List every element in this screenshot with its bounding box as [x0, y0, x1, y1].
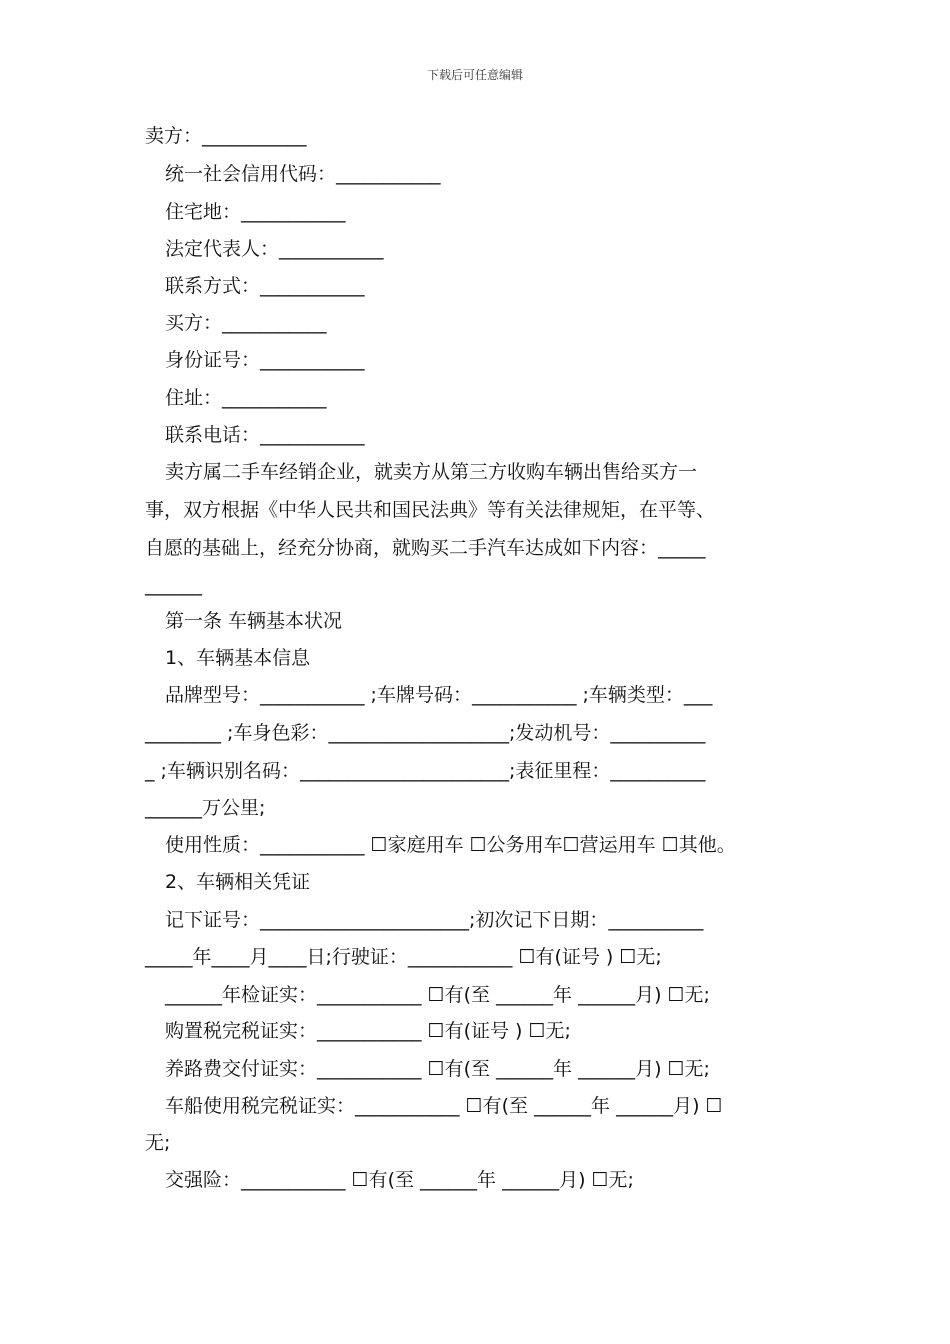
- intro-paragraph-line-4: ______: [145, 574, 202, 596]
- seller-line: 卖方：___________: [145, 125, 307, 147]
- section-1-heading: 1、车辆基本信息: [165, 647, 311, 669]
- vehicle-info-line-2: ________ ;车身色彩：___________________;发动机号：__________: [145, 722, 706, 744]
- id-number-line: 身份证号：___________: [165, 349, 365, 371]
- vehicle-info-line-1: 品牌型号：___________ ;车牌号码：___________ ;车辆类型：___: [165, 684, 713, 706]
- compulsory-insurance-line: 交强险：___________ ☐有(至 ______年 ______月) ☐无;: [165, 1169, 634, 1191]
- inspection-line: ______年检证实：___________ ☐有(至 ______年 ______月) ☐无;: [165, 984, 710, 1006]
- vessel-tax-line-2: 无;: [145, 1132, 171, 1154]
- purchase-tax-line: 购置税完税证实：___________ ☐有(证号 ) ☐无;: [165, 1020, 571, 1042]
- address-line: 住址：___________: [165, 387, 327, 409]
- road-fee-line: 养路费交付证实：___________ ☐有(至 ______年 ______月) ☐无;: [165, 1058, 710, 1080]
- vehicle-info-line-4: ______万公里;: [145, 797, 266, 819]
- vehicle-info-line-3: _ ;车辆识别名码：______________________;表征里程：__________: [145, 760, 706, 782]
- legal-rep-line: 法定代表人：___________: [165, 238, 384, 260]
- article-1-heading: 第一条 车辆基本状况: [165, 610, 343, 632]
- page-header-note: 下载后可任意编辑: [426, 68, 523, 82]
- contact-line: 联系方式：___________: [165, 275, 365, 297]
- phone-line: 联系电话：___________: [165, 424, 365, 446]
- registration-line-2: _____年____月____日;行驶证：___________ ☐有(证号 ) ☐无;: [145, 946, 662, 968]
- intro-paragraph-line-3: 自愿的基础上，经充分协商，就购买二手汽车达成如下内容：_____: [145, 537, 706, 559]
- intro-paragraph-line-1: 卖方属二手车经销企业，就卖方从第三方收购车辆出售给买方一: [165, 461, 698, 483]
- section-2-heading: 2、车辆相关凭证: [165, 871, 311, 893]
- vessel-tax-line-1: 车船使用税完税证实：___________ ☐有(至 ______年 ______月) ☐: [165, 1095, 723, 1117]
- registration-line-1: 记下证号：______________________;初次记下日期：__________: [165, 909, 704, 931]
- buyer-line: 买方：___________: [165, 312, 327, 334]
- residence-line: 住宅地：___________: [165, 201, 346, 223]
- usage-type-line: 使用性质：___________ ☐家庭用车 ☐公务用车☐营运用车 ☐其他。: [165, 834, 736, 856]
- credit-code-line: 统一社会信用代码：___________: [165, 163, 441, 185]
- intro-paragraph-line-2: 事，双方根据《中华人民共和国民法典》等有关法律规矩，在平等、: [145, 499, 716, 521]
